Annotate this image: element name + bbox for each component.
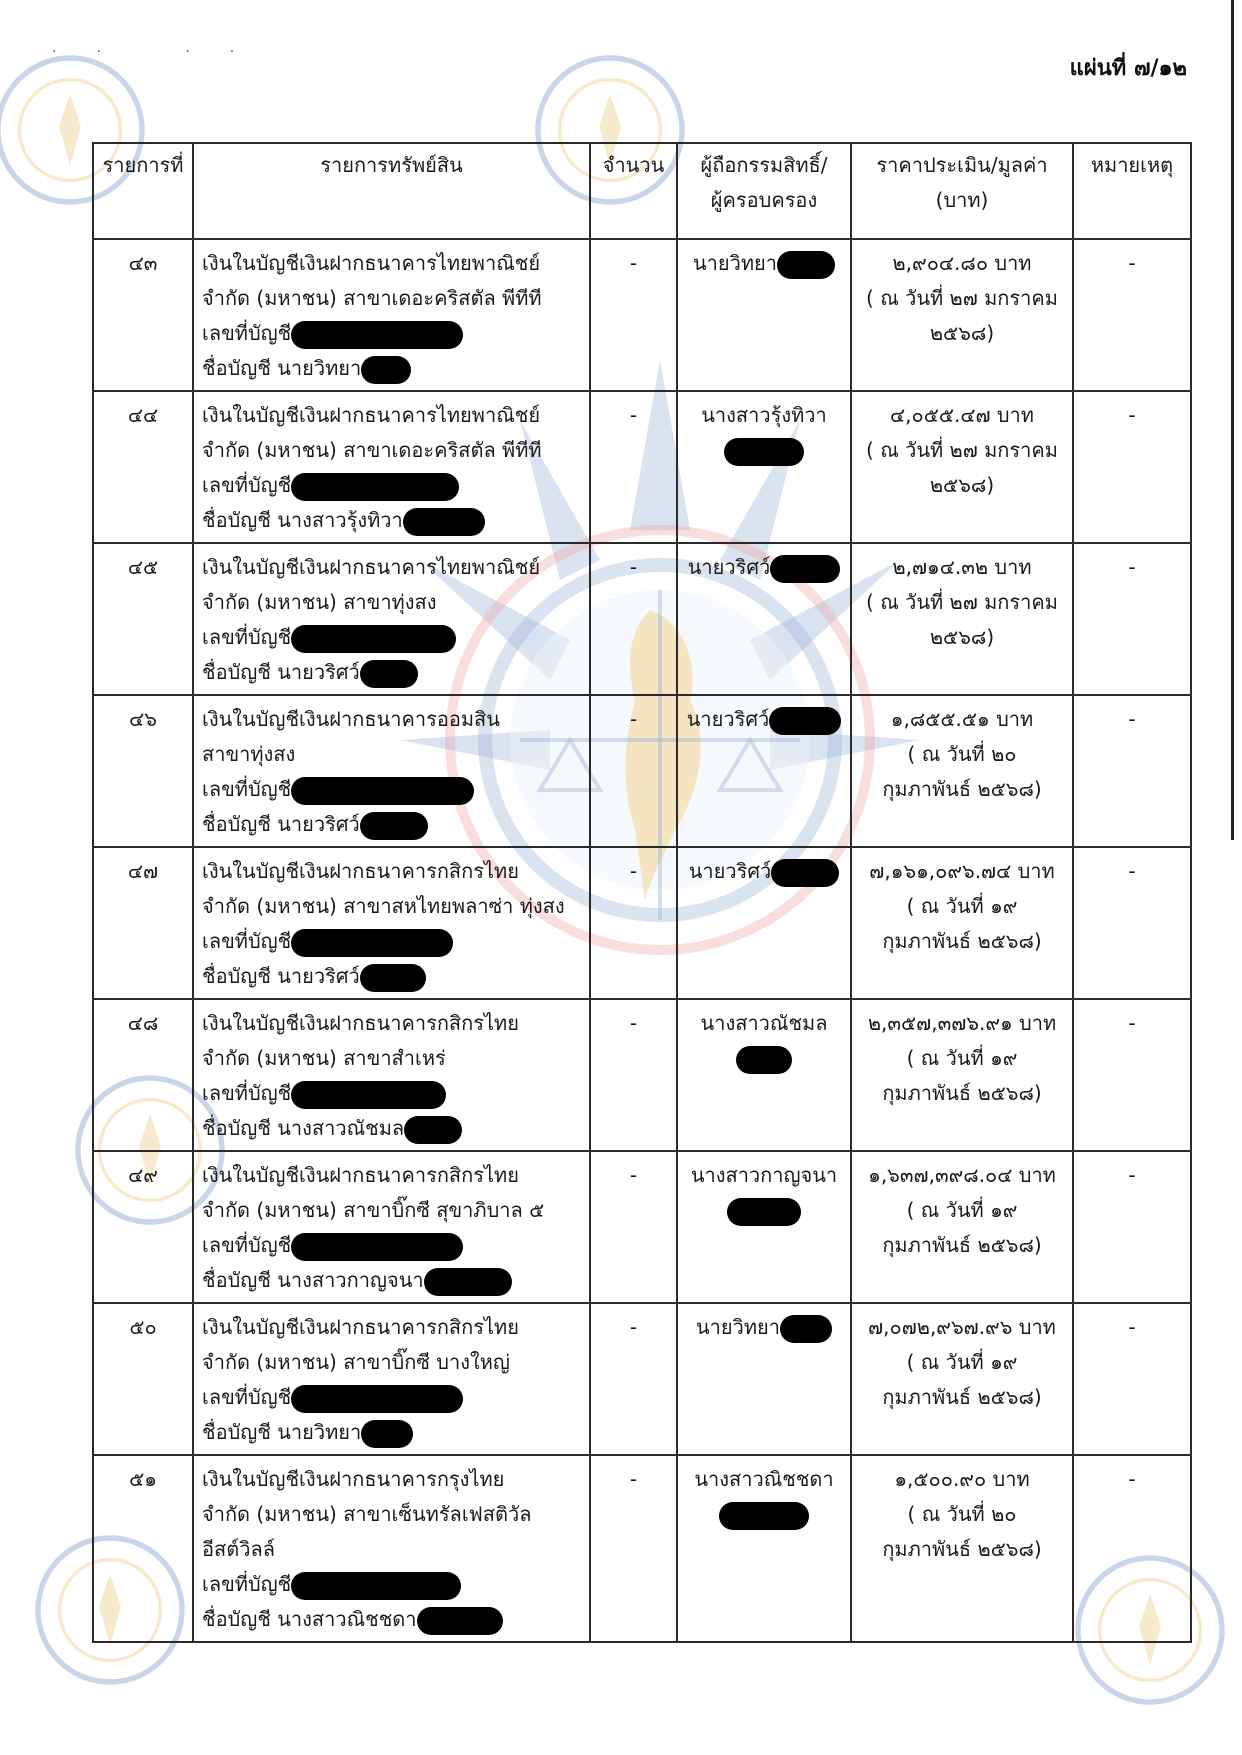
quantity: -	[590, 239, 677, 391]
note: -	[1073, 1455, 1191, 1642]
quantity: -	[590, 1303, 677, 1455]
asset-description	[193, 695, 590, 847]
value-line: ( ณ วันที่ ๑๙	[906, 894, 1018, 918]
owner-name: นายวิทยา	[693, 251, 777, 275]
note: -	[1073, 999, 1191, 1151]
asset-line: เงินในบัญชีเงินฝากธนาคารกรุงไทย	[202, 1467, 505, 1491]
value-line: ๒๕๖๘)	[929, 625, 995, 649]
value-line: ( ณ วันที่ ๒๗ มกราคม	[866, 438, 1058, 462]
asset-description	[193, 847, 590, 999]
asset-line: ชื่อบัญชี นายวิทยา	[202, 351, 581, 386]
asset-line: จำกัด (มหาชน) สาขาบิ๊กซี บางใหญ่	[202, 1350, 510, 1374]
owner-name: นางสาวรุ้งทิวา	[701, 403, 827, 427]
owner	[677, 239, 851, 391]
quantity: -	[590, 1455, 677, 1642]
value-line: ๑,๘๕๕.๕๑ บาท	[890, 707, 1034, 731]
table-row	[93, 1151, 1191, 1303]
appraised-value	[851, 695, 1073, 847]
table-row	[93, 239, 1191, 391]
value-line: ๒,๙๐๔.๘๐ บาท	[892, 251, 1032, 275]
appraised-value	[851, 999, 1073, 1151]
asset-line: สาขาทุ่งสง	[202, 742, 296, 766]
asset-line: เลขที่บัญชี	[202, 620, 581, 655]
owner	[677, 999, 851, 1151]
asset-description	[193, 1151, 590, 1303]
account-number-redaction	[291, 1233, 463, 1261]
row-number: ๕๑	[93, 1455, 193, 1642]
asset-line: เลขที่บัญชี	[202, 1076, 581, 1111]
asset-line: เงินในบัญชีเงินฝากธนาคารไทยพาณิชย์	[202, 403, 541, 427]
asset-line: จำกัด (มหาชน) สาขาสำเหร่	[202, 1046, 446, 1070]
asset-description	[193, 239, 590, 391]
value-line: ๗,๐๗๒,๙๖๗.๙๖ บาท	[868, 1315, 1056, 1339]
asset-description	[193, 391, 590, 543]
header-owner: ผู้ถือกรรมสิทธิ์/ ผู้ครอบครอง	[677, 143, 851, 239]
account-name-redaction	[360, 964, 426, 992]
account-number-redaction	[291, 321, 463, 349]
asset-line: จำกัด (มหาชน) สาขาบิ๊กซี สุขาภิบาล ๕	[202, 1198, 545, 1222]
owner-name: นางสาวกาญจนา	[690, 1163, 838, 1187]
note: -	[1073, 847, 1191, 999]
value-line: ๔,๐๕๕.๔๗ บาท	[890, 403, 1034, 427]
value-line: ( ณ วันที่ ๒๗ มกราคม	[866, 286, 1058, 310]
table-row	[93, 391, 1191, 543]
asset-description	[193, 1455, 590, 1642]
appraised-value	[851, 847, 1073, 999]
account-number-redaction	[291, 473, 459, 501]
asset-line: เลขที่บัญชี	[202, 1567, 581, 1602]
row-number: ๔๘	[93, 999, 193, 1151]
note: -	[1073, 239, 1191, 391]
owner-surname-redaction	[769, 707, 841, 735]
asset-line: เงินในบัญชีเงินฝากธนาคารกสิกรไทย	[202, 1011, 519, 1035]
asset-line: จำกัด (มหาชน) สาขาเดอะคริสตัล พีทีที	[202, 286, 542, 310]
asset-line: เงินในบัญชีเงินฝากธนาคารออมสิน	[202, 707, 500, 731]
owner-surname-redaction	[770, 555, 840, 583]
account-name-redaction	[404, 1116, 462, 1144]
row-number: ๔๖	[93, 695, 193, 847]
asset-line: เงินในบัญชีเงินฝากธนาคารกสิกรไทย	[202, 1315, 519, 1339]
value-line: ( ณ วันที่ ๒๐	[907, 742, 1017, 766]
page-edge-line	[1231, 0, 1234, 840]
account-number-redaction	[291, 929, 453, 957]
header-note: หมายเหตุ	[1073, 143, 1191, 239]
asset-line: ชื่อบัญชี นายวริศว์	[202, 655, 581, 690]
value-line: ๒๕๖๘)	[929, 473, 995, 497]
asset-line: เลขที่บัญชี	[202, 924, 581, 959]
account-name-redaction	[424, 1268, 512, 1296]
table-row	[93, 543, 1191, 695]
asset-description	[193, 543, 590, 695]
value-line: ๑,๕๐๐.๙๐ บาท	[894, 1467, 1030, 1491]
owner	[677, 1151, 851, 1303]
note: -	[1073, 543, 1191, 695]
value-line: ๒,๓๕๗,๓๗๖.๙๑ บาท	[867, 1011, 1057, 1035]
value-line: ๒,๗๑๔.๓๒ บาท	[892, 555, 1032, 579]
asset-line: จำกัด (มหาชน) สาขาทุ่งสง	[202, 590, 437, 614]
account-name-redaction	[361, 1420, 413, 1448]
owner-surname-redaction	[736, 1046, 792, 1074]
note: -	[1073, 1151, 1191, 1303]
quantity: -	[590, 1151, 677, 1303]
asset-line: เงินในบัญชีเงินฝากธนาคารไทยพาณิชย์	[202, 555, 541, 579]
appraised-value	[851, 1151, 1073, 1303]
row-number: ๔๗	[93, 847, 193, 999]
asset-line: ชื่อบัญชี นางสาวณัชมล	[202, 1111, 581, 1146]
table-header-row	[93, 143, 1191, 239]
owner	[677, 1303, 851, 1455]
account-name-redaction	[403, 508, 485, 536]
owner-name: นางสาวณิชชดา	[694, 1467, 834, 1491]
table-row	[93, 999, 1191, 1151]
value-line: ( ณ วันที่ ๑๙	[906, 1350, 1018, 1374]
owner	[677, 1455, 851, 1642]
owner	[677, 543, 851, 695]
value-line: ( ณ วันที่ ๑๙	[906, 1198, 1018, 1222]
appraised-value	[851, 239, 1073, 391]
row-number: ๕๐	[93, 1303, 193, 1455]
table-row	[93, 695, 1191, 847]
owner-name: นางสาวณัชมล	[700, 1011, 828, 1035]
account-number-redaction	[291, 777, 474, 805]
owner-surname-redaction	[719, 1502, 809, 1530]
account-number-redaction	[291, 1572, 461, 1600]
note: -	[1073, 1303, 1191, 1455]
value-line: กุมภาพันธ์ ๒๕๖๘)	[882, 1233, 1042, 1257]
owner-name: นายวริศว์	[686, 707, 770, 731]
asset-line: เลขที่บัญชี	[202, 1380, 581, 1415]
asset-line: จำกัด (มหาชน) สาขาเซ็นทรัลเฟสติวัล	[202, 1502, 532, 1526]
quantity: -	[590, 847, 677, 999]
header-value: ราคาประเมิน/มูลค่า (บาท)	[851, 143, 1073, 239]
value-line: กุมภาพันธ์ ๒๕๖๘)	[882, 777, 1042, 801]
account-number-redaction	[291, 625, 456, 653]
value-line: ๑,๖๓๗,๓๙๘.๐๔ บาท	[868, 1163, 1056, 1187]
asset-line: ชื่อบัญชี นางสาวณิชชดา	[202, 1602, 581, 1637]
asset-line: เลขที่บัญชี	[202, 1228, 581, 1263]
asset-description	[193, 1303, 590, 1455]
value-line: ( ณ วันที่ ๑๙	[906, 1046, 1018, 1070]
owner-name: นายวริศว์	[688, 859, 772, 883]
asset-line: อีสต์วิลล์	[202, 1537, 275, 1561]
asset-line: เงินในบัญชีเงินฝากธนาคารกสิกรไทย	[202, 1163, 519, 1187]
quantity: -	[590, 543, 677, 695]
asset-line: เงินในบัญชีเงินฝากธนาคารกสิกรไทย	[202, 859, 519, 883]
note: -	[1073, 695, 1191, 847]
owner	[677, 847, 851, 999]
asset-line: จำกัด (มหาชน) สาขาสหไทยพลาซ่า ทุ่งสง	[202, 894, 565, 918]
value-line: ๒๕๖๘)	[929, 321, 995, 345]
asset-line: เลขที่บัญชี	[202, 316, 581, 351]
value-line: ( ณ วันที่ ๒๗ มกราคม	[866, 590, 1058, 614]
table-row	[93, 1455, 1191, 1642]
quantity: -	[590, 695, 677, 847]
owner-name: นายวิทยา	[696, 1315, 780, 1339]
row-number: ๔๓	[93, 239, 193, 391]
page-number: แผ่นที่ ๗/๑๒	[1069, 56, 1187, 81]
header-no: รายการที่	[93, 143, 193, 239]
note: -	[1073, 391, 1191, 543]
appraised-value	[851, 391, 1073, 543]
owner	[677, 391, 851, 543]
asset-line: ชื่อบัญชี นางสาวกาญจนา	[202, 1263, 581, 1298]
asset-line: เลขที่บัญชี	[202, 772, 581, 807]
value-line: กุมภาพันธ์ ๒๕๖๘)	[882, 1537, 1042, 1561]
row-number: ๔๙	[93, 1151, 193, 1303]
account-name-redaction	[360, 812, 428, 840]
table-row	[93, 847, 1191, 999]
value-line: กุมภาพันธ์ ๒๕๖๘)	[882, 1385, 1042, 1409]
row-number: ๔๕	[93, 543, 193, 695]
value-line: กุมภาพันธ์ ๒๕๖๘)	[882, 929, 1042, 953]
table-row	[93, 1303, 1191, 1455]
row-number: ๔๔	[93, 391, 193, 543]
asset-description	[193, 999, 590, 1151]
quantity: -	[590, 999, 677, 1151]
value-line: กุมภาพันธ์ ๒๕๖๘)	[882, 1081, 1042, 1105]
asset-line: ชื่อบัญชี นายวริศว์	[202, 959, 581, 994]
asset-line: จำกัด (มหาชน) สาขาเดอะคริสตัล พีทีที	[202, 438, 542, 462]
header-asset: รายการทรัพย์สิน	[193, 143, 590, 239]
account-name-redaction	[360, 660, 418, 688]
owner-name: นายวริศว์	[687, 555, 771, 579]
asset-line: ชื่อบัญชี นางสาวรุ้งทิวา	[202, 503, 581, 538]
asset-table	[92, 142, 1192, 1643]
owner	[677, 695, 851, 847]
owner-surname-redaction	[780, 1315, 832, 1343]
value-line: ๗,๑๖๑,๐๙๖.๗๔ บาท	[869, 859, 1055, 883]
appraised-value	[851, 1303, 1073, 1455]
asset-line: เงินในบัญชีเงินฝากธนาคารไทยพาณิชย์	[202, 251, 541, 275]
header-qty: จำนวน	[590, 143, 677, 239]
account-name-redaction	[361, 356, 411, 384]
owner-surname-redaction	[771, 859, 839, 887]
quantity: -	[590, 391, 677, 543]
scan-specks: ·· ··	[52, 44, 275, 60]
asset-line: เลขที่บัญชี	[202, 468, 581, 503]
owner-surname-redaction	[724, 438, 804, 466]
asset-line: ชื่อบัญชี นายวิทยา	[202, 1415, 581, 1450]
account-name-redaction	[417, 1607, 503, 1635]
owner-surname-redaction	[777, 251, 835, 279]
account-number-redaction	[291, 1081, 446, 1109]
account-number-redaction	[291, 1385, 463, 1413]
appraised-value	[851, 543, 1073, 695]
appraised-value	[851, 1455, 1073, 1642]
value-line: ( ณ วันที่ ๒๐	[907, 1502, 1017, 1526]
asset-line: ชื่อบัญชี นายวริศว์	[202, 807, 581, 842]
owner-surname-redaction	[727, 1198, 801, 1226]
